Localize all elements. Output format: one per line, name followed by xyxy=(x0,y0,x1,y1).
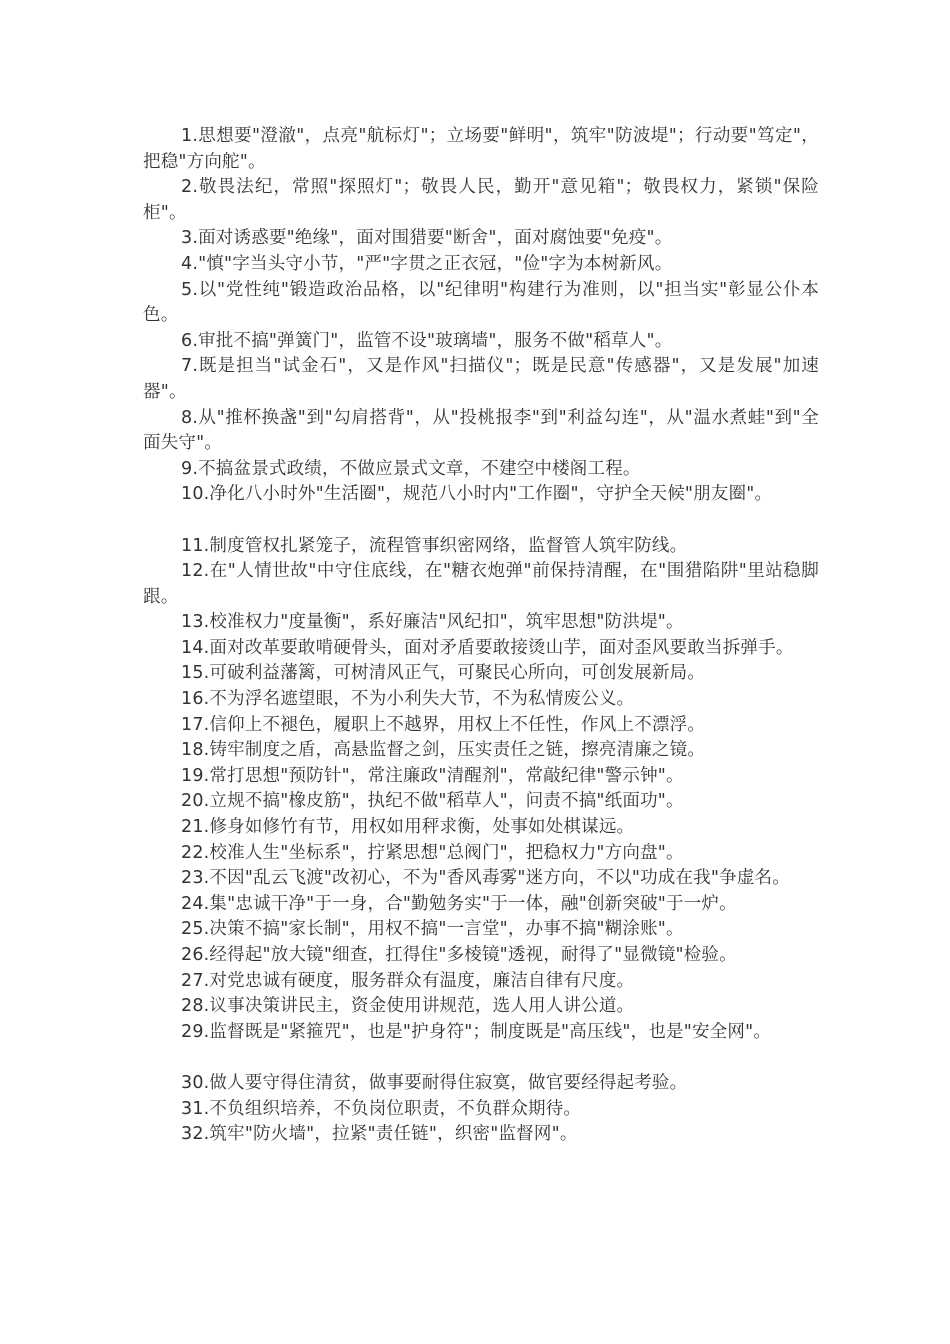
list-item: 8.从"推杯换盏"到"勾肩搭背"，从"投桃报李"到"利益勾连"，从"温水煮蛙"到"全面失守"。 xyxy=(143,407,819,454)
list-item: 22.校准人生"坐标系"，拧紧思想"总阀门"，把稳权力"方向盘"。 xyxy=(181,842,684,863)
list-item: 30.做人要守得住清贫，做事要耐得住寂寞，做官要经得起考验。 xyxy=(181,1072,688,1093)
list-item: 19.常打思想"预防针"，常注廉政"清醒剂"，常敲纪律"警示钟"。 xyxy=(181,765,684,786)
list-item: 3.面对诱惑要"绝缘"，面对围猎要"断舍"，面对腐蚀要"免疫"。 xyxy=(181,228,673,249)
list-item: 18.铸牢制度之盾，高悬监督之剑，压实责任之链，擦亮清廉之镜。 xyxy=(181,740,706,761)
list-item: 9.不搞盆景式政绩，不做应景式文章，不建空中楼阁工程。 xyxy=(181,458,641,479)
list-item: 21.修身如修竹有节，用权如用秤求衡，处事如处棋谋远。 xyxy=(181,817,635,838)
list-item: 14.面对改革要敢啃硬骨头，面对矛盾要敢接烫山芋，面对歪风要敢当拆弹手。 xyxy=(181,637,794,658)
list-item: 23.不因"乱云飞渡"改初心，不为"香风毒雾"迷方向，不以"功成在我"争虚名。 xyxy=(181,868,790,889)
list-item: 7.既是担当"试金石"，又是作风"扫描仪"；既是民意"传感器"，又是发展"加速器"。 xyxy=(143,356,819,402)
list-item: 31.不负组织培养，不负岗位职责，不负群众期待。 xyxy=(181,1098,582,1119)
list-item: 13.校准权力"度量衡"，系好廉洁"风纪扣"，筑牢思想"防洪堤"。 xyxy=(181,612,684,633)
list-item: 24.集"忠诚干净"于一身，合"勤勉务实"于一体，融"创新突破"于一炉。 xyxy=(181,893,737,914)
list-item: 5.以"党性纯"锻造政治品格，以"纪律明"构建行为准则，以"担当实"彰显公仆本色。 xyxy=(143,279,819,326)
list-item: 25.决策不搞"家长制"，用权不搞"一言堂"，办事不搞"糊涂账"。 xyxy=(181,919,684,940)
list-item: 16.不为浮名遮望眼，不为小利失大节，不为私情废公义。 xyxy=(181,689,635,710)
list-item: 28.议事决策讲民主，资金使用讲规范，选人用人讲公道。 xyxy=(181,996,635,1017)
list-item: 6.审批不搞"弹簧门"，监管不设"玻璃墙"，服务不做"稻草人"。 xyxy=(181,330,673,351)
list-item: 11.制度管权扎紧笼子，流程管事织密网络，监督管人筑牢防线。 xyxy=(181,535,688,556)
list-item: 17.信仰上不褪色，履职上不越界，用权上不任性，作风上不漂浮。 xyxy=(181,714,706,735)
list-item: 10.净化八小时外"生活圈"，规范八小时内"工作圈"，守护全天候"朋友圈"。 xyxy=(181,484,773,505)
document-body xyxy=(143,124,819,1148)
list-item: 2.敬畏法纪，常照"探照灯"；敬畏人民，勤开"意见箱"；敬畏权力，紧锁"保险柜"。 xyxy=(143,177,819,223)
list-item: 29.监督既是"紧箍咒"，也是"护身符"；制度既是"高压线"，也是"安全网"。 xyxy=(181,1021,772,1042)
list-item: 27.对党忠诚有硬度，服务群众有温度，廉洁自律有尺度。 xyxy=(181,970,635,991)
list-item: 32.筑牢"防火墙"，拉紧"责任链"，织密"监督网"。 xyxy=(181,1124,578,1145)
list-item: 20.立规不搞"橡皮筋"，执纪不做"稻草人"，问责不搞"纸面功"。 xyxy=(181,791,684,812)
list-item: 12.在"人情世故"中守住底线，在"糖衣炮弹"前保持清醒，在"围猎陷阱"里站稳脚跟。 xyxy=(143,561,819,607)
list-item: 15.可破利益藩篱，可树清风正气，可聚民心所向，可创发展新局。 xyxy=(181,663,706,684)
list-item: 4."慎"字当头守小节，"严"字贯之正衣冠，"俭"字为本树新风。 xyxy=(181,253,673,274)
list-item: 26.经得起"放大镜"细查，扛得住"多棱镜"透视，耐得了"显微镜"检验。 xyxy=(181,945,737,965)
list-item: 1.思想要"澄澈"，点亮"航标灯"；立场要"鲜明"，筑牢"防波堤"；行动要"笃定"，把稳"方向舵"。 xyxy=(143,126,819,172)
